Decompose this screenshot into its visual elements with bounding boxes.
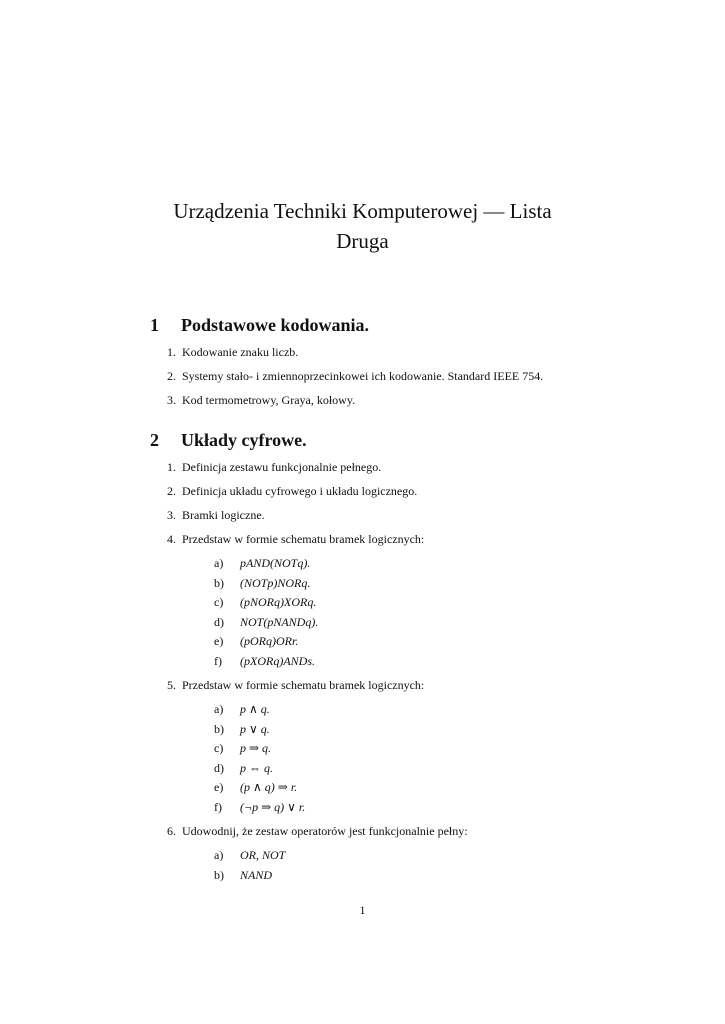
subitem-text: (NOTp)NORq.: [240, 575, 311, 590]
section-heading-1: [150, 314, 369, 336]
section-title: Podstawowe kodowania.: [181, 315, 370, 335]
subitem-label: b): [214, 721, 224, 736]
subitem-text: p ⇔ q.: [240, 760, 273, 775]
item-text: Definicja zestawu funkcjonalnie pełnego.: [182, 460, 382, 474]
subitem-label: a): [214, 847, 224, 862]
section-number: 1: [150, 315, 159, 335]
section-heading-2: [150, 429, 307, 451]
sublist-item: [182, 722, 590, 737]
subitem-label: f): [214, 653, 222, 668]
subitem-text: NOT(pNANDq).: [240, 614, 319, 629]
subitem-text: (pNORq)XORq.: [240, 595, 317, 610]
sublist-item: [182, 800, 590, 815]
list-item: [150, 678, 590, 815]
item-label: 1.: [167, 345, 176, 359]
item-label: 3.: [167, 508, 176, 522]
subitem-label: e): [214, 780, 224, 795]
sublist-item: [182, 654, 590, 669]
item-label: 1.: [167, 460, 176, 474]
item-label: 2.: [167, 484, 176, 498]
sublist-item: [182, 741, 590, 756]
sublist: [182, 556, 590, 669]
item-label: 6.: [167, 823, 176, 838]
subitem-label: b): [214, 867, 224, 882]
subitem-text: p ⇒ q.: [240, 741, 272, 756]
list-item: [150, 369, 590, 384]
sublist-item: [182, 848, 590, 863]
item-text: Bramki logiczne.: [182, 508, 265, 522]
list-item: [150, 532, 590, 669]
document-title: Urządzenia Techniki Komputerowej — Lista Druga: [173, 199, 552, 253]
subitem-label: d): [214, 614, 224, 629]
subitem-label: f): [214, 799, 222, 814]
section-number: 2: [150, 430, 159, 450]
item-text: Definicja układu cyfrowego i układu logicznego.: [182, 484, 418, 498]
page-number: 1: [359, 903, 366, 917]
subitem-text: NAND: [240, 867, 273, 882]
subitem-label: a): [214, 701, 224, 716]
subitem-text: (pXORq)ANDs.: [240, 653, 315, 668]
list-item: [150, 824, 590, 883]
item-label: 2.: [167, 369, 176, 383]
section-title: Układy cyfrowe.: [181, 430, 307, 450]
item-text: Przedstaw w formie schematu bramek logicznych:: [182, 532, 425, 546]
subitem-text: p ∧ q.: [240, 701, 270, 716]
sublist-item: [182, 761, 590, 776]
list-item: [150, 460, 590, 475]
item-label: 4.: [167, 532, 176, 546]
item-text: Przedstaw w formie schematu bramek logicznych:: [182, 677, 425, 692]
section-1-list: [150, 345, 590, 417]
sublist-item: [182, 702, 590, 717]
subitem-label: c): [214, 595, 224, 610]
subitem-text: OR, NOT: [240, 847, 286, 862]
item-label: 5.: [167, 677, 176, 692]
subitem-label: d): [214, 760, 224, 775]
item-text: Udowodnij, że zestaw operatorów jest funkcjonalnie pełny:: [182, 823, 468, 838]
subitem-label: e): [214, 634, 224, 649]
sublist: [182, 848, 590, 883]
sublist-item: [182, 615, 590, 630]
sublist-item: [182, 595, 590, 610]
item-text: Kodowanie znaku liczb.: [182, 345, 299, 359]
sublist-item: [182, 576, 590, 591]
subitem-text: pAND(NOTq).: [240, 556, 311, 570]
sublist-item: [182, 868, 590, 883]
item-label: 3.: [167, 393, 176, 407]
subitem-text: (p ∧ q) ⇒ r.: [240, 780, 298, 795]
sublist-item: [182, 634, 590, 649]
list-item: [150, 345, 590, 360]
item-text: Kod termometrowy, Graya, kołowy.: [182, 393, 356, 407]
subitem-text: (¬p ⇒ q) ∨ r.: [240, 799, 306, 814]
list-item: [150, 508, 590, 523]
sublist-item: [182, 556, 590, 571]
subitem-label: c): [214, 741, 224, 756]
sublist-item: [182, 780, 590, 795]
section-2-list: [150, 460, 590, 892]
item-text: Systemy stało- i zmiennoprzecinkowei ich kodowanie. Standard IEEE 754.: [182, 369, 544, 383]
list-item: [150, 393, 590, 408]
sublist: [182, 702, 590, 815]
subitem-text: (pORq)ORr.: [240, 634, 299, 649]
subitem-text: p ∨ q.: [240, 721, 270, 736]
list-item: [150, 484, 590, 499]
subitem-label: a): [214, 556, 224, 570]
subitem-label: b): [214, 575, 224, 590]
